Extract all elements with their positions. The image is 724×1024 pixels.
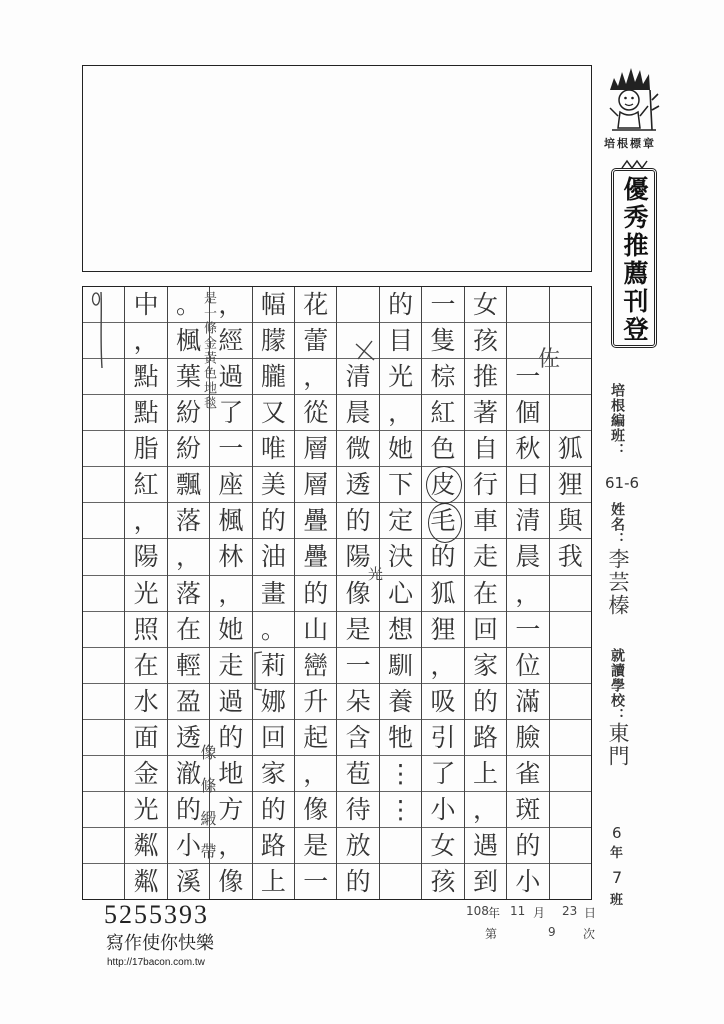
grid-cell: 。 (168, 287, 209, 323)
grid-cell (550, 720, 591, 756)
margin-line-mark (88, 288, 114, 372)
grid-cell: 又 (253, 395, 294, 431)
grid-cell: 像 (337, 576, 378, 612)
grid-cell: 是 (295, 828, 336, 864)
grid-cell: 油 (253, 539, 294, 575)
grid-cell: ， (465, 792, 506, 828)
grid-cell: 到 (472, 867, 498, 897)
grid-cell: 的 (168, 792, 209, 828)
grade-label: 年 (610, 846, 625, 861)
grid-cell: 走 (210, 648, 251, 684)
composition-column (464, 287, 506, 899)
grid-cell: 過 (210, 684, 251, 720)
grid-cell: 的 (345, 867, 371, 897)
grid-cell: ， (422, 648, 463, 684)
grid-cell: 下 (380, 467, 421, 503)
grid-cell: ， (295, 359, 336, 395)
grid-cell: 秋 (507, 431, 548, 467)
grid-cell: 葉 (168, 359, 209, 395)
grid-cell: ， (210, 576, 251, 612)
grid-cell: 回 (253, 720, 294, 756)
grade-value: 6 (612, 824, 622, 842)
grid-cell: 是 (337, 612, 378, 648)
grid-cell: 目 (380, 323, 421, 359)
session-number: 9 (548, 925, 556, 939)
grid-cell: 方 (210, 792, 251, 828)
grid-cell: 一 (507, 359, 548, 395)
grid-cell: 紅 (422, 395, 463, 431)
grid-cell: 楓 (168, 323, 209, 359)
grid-cell: 家 (253, 756, 294, 792)
grid-cell: 吸 (422, 684, 463, 720)
grid-cell: 疊 (295, 503, 336, 539)
grid-cell: 皮 (422, 467, 463, 503)
grid-cell: 莉 (253, 648, 294, 684)
grid-cell (550, 648, 591, 684)
grid-cell: 與 (550, 503, 591, 539)
grid-cell (507, 287, 548, 323)
class-label: 培根編班： (609, 383, 625, 458)
composition-column (252, 287, 294, 899)
grid-cell: 晨 (507, 539, 548, 575)
grid-cell (83, 864, 124, 899)
grid-cell: 色 (422, 431, 463, 467)
grid-cell (83, 431, 124, 467)
grid-cell: 溪 (175, 867, 201, 897)
grid-cell: 光 (380, 359, 421, 395)
grid-cell (83, 503, 124, 539)
grid-cell: 的 (253, 503, 294, 539)
date-month: 11 (510, 904, 526, 918)
grid-cell: 起 (295, 720, 336, 756)
grid-cell: 了 (210, 395, 251, 431)
grid-cell: 雀 (507, 756, 548, 792)
footer-url: http://17bacon.com.tw (107, 957, 205, 968)
grid-cell: 紛 (168, 395, 209, 431)
class-value: 61-6 (605, 474, 640, 492)
grid-cell: 了 (422, 756, 463, 792)
teacher-comment-box (82, 65, 592, 272)
grid-cell: 層 (295, 431, 336, 467)
grid-cell: 紛 (168, 431, 209, 467)
grid-cell: 牠 (380, 720, 421, 756)
grid-cell (550, 792, 591, 828)
grid-cell: 光 (125, 792, 166, 828)
session-prefix: 第 (485, 927, 498, 941)
grid-cell (337, 287, 378, 323)
grid-cell: 的 (507, 828, 548, 864)
grid-cell: 地 (210, 756, 251, 792)
grid-cell: 行 (465, 467, 506, 503)
grid-cell: 朧 (253, 359, 294, 395)
grid-cell: 像 (295, 792, 336, 828)
grid-cell: 中 (125, 287, 166, 323)
grid-cell (83, 539, 124, 575)
grid-cell: 小 (168, 828, 209, 864)
grid-cell: 金 (125, 756, 166, 792)
composition-column (336, 287, 378, 899)
grid-cell: 自 (465, 431, 506, 467)
margin-note: 佐 (538, 347, 561, 372)
composition-column (379, 287, 421, 899)
grid-cell (83, 467, 124, 503)
grid-cell: 唯 (253, 431, 294, 467)
grid-cell: 的 (253, 792, 294, 828)
grid-cell: 朵 (337, 684, 378, 720)
date-day: 23 (562, 904, 578, 918)
composition-column (294, 287, 336, 899)
grid-cell (83, 756, 124, 792)
grid-cell: 上 (260, 867, 286, 897)
grid-cell: 澈 (168, 756, 209, 792)
correction-cross-mark (352, 338, 378, 364)
grid-cell (380, 864, 421, 899)
grid-cell: 脂 (125, 431, 166, 467)
grid-cell: 盈 (168, 684, 209, 720)
inserted-phrase-ribbon: 像條緞帶 (198, 744, 217, 876)
grid-cell: 楓 (210, 503, 251, 539)
grid-cell: 車 (465, 503, 506, 539)
grid-cell: 晨 (337, 395, 378, 431)
grid-cell: 女 (465, 287, 506, 323)
grid-cell (83, 576, 124, 612)
bracket-mark (252, 650, 264, 692)
grid-cell: 孩 (430, 867, 456, 897)
grid-cell: 在 (465, 576, 506, 612)
circle-mark (428, 503, 462, 543)
grid-cell: 照 (125, 612, 166, 648)
grid-cell: 過 (210, 359, 251, 395)
grid-cell: 落 (168, 503, 209, 539)
grid-cell: 座 (210, 467, 251, 503)
grid-cell: 面 (125, 720, 166, 756)
grid-cell: 小 (515, 867, 541, 897)
grid-cell: 日 (507, 467, 548, 503)
grid-cell: 飄 (168, 467, 209, 503)
grid-cell: 她 (210, 612, 251, 648)
grid-cell: 定 (380, 503, 421, 539)
school-name: 東門 (606, 722, 630, 768)
composition-column (83, 287, 124, 899)
grid-cell: 的 (295, 576, 336, 612)
title-column (549, 287, 591, 899)
grid-cell: ， (210, 287, 251, 323)
grid-cell: 。 (253, 612, 294, 648)
grid-cell: ， (380, 395, 421, 431)
grid-cell: 清 (337, 359, 378, 395)
inserted-word-light: 光 (368, 565, 384, 583)
grid-cell: 一 (337, 648, 378, 684)
footer-slogan: 寫作使你快樂 (106, 933, 214, 954)
grid-cell: 決 (380, 539, 421, 575)
grid-cell (550, 684, 591, 720)
grid-cell: 粼 (133, 867, 159, 897)
session-suffix: 次 (583, 927, 596, 941)
grid-cell: 放 (337, 828, 378, 864)
grid-cell: 清 (507, 503, 548, 539)
grid-cell: 花 (295, 287, 336, 323)
grid-cell: 隻 (422, 323, 463, 359)
grid-cell (83, 792, 124, 828)
grid-cell: 的 (465, 684, 506, 720)
grid-cell: 一 (422, 287, 463, 323)
grid-cell (83, 828, 124, 864)
grid-cell: 心 (380, 576, 421, 612)
grid-cell: 林 (210, 539, 251, 575)
recommend-badge-text: 優秀推薦刊登 (620, 176, 649, 344)
grid-cell (83, 648, 124, 684)
grid-cell: 引 (422, 720, 463, 756)
grid-cell (550, 576, 591, 612)
grid-cell: 光 (125, 576, 166, 612)
grid-cell: 美 (253, 467, 294, 503)
student-name: 李芸榛 (606, 548, 630, 617)
grid-cell: 紅 (125, 467, 166, 503)
grid-cell: 路 (253, 828, 294, 864)
grid-cell: 水 (125, 684, 166, 720)
grid-cell: 一 (210, 431, 251, 467)
grid-cell: 棕 (422, 359, 463, 395)
composition-grid (82, 286, 592, 900)
grid-cell: 在 (125, 648, 166, 684)
grid-cell: 點 (125, 395, 166, 431)
grid-cell: ， (125, 323, 166, 359)
logo-caption: 培根標章 (604, 137, 656, 150)
grid-cell: 在 (168, 612, 209, 648)
grid-cell: 遇 (465, 828, 506, 864)
grid-cell: 家 (465, 648, 506, 684)
grid-cell: 層 (295, 467, 336, 503)
grid-cell: 的 (337, 503, 378, 539)
grid-cell (83, 720, 124, 756)
grid-cell: 孩 (465, 323, 506, 359)
grid-cell: 回 (465, 612, 506, 648)
grid-cell: 幅 (253, 287, 294, 323)
grid-cell: 陽 (125, 539, 166, 575)
grid-cell: 含 (337, 720, 378, 756)
grid-cell: 的 (210, 720, 251, 756)
grid-cell: 上 (465, 756, 506, 792)
grid-cell: 狸 (550, 467, 591, 503)
grid-cell: 小 (422, 792, 463, 828)
grid-cell: 的 (422, 539, 463, 575)
grid-cell: 升 (295, 684, 336, 720)
grid-cell: 點 (125, 359, 166, 395)
grid-cell: ⋮ (380, 792, 421, 828)
grid-cell: 狐 (422, 576, 463, 612)
footer-phone: 5255393 (104, 900, 209, 929)
grid-cell: 畫 (253, 576, 294, 612)
grid-cell (550, 864, 591, 899)
grid-cell: 待 (337, 792, 378, 828)
grid-cell: 養 (380, 684, 421, 720)
grid-cell: 位 (507, 648, 548, 684)
date-month-label: 月 (533, 906, 546, 920)
inserted-phrase-carpet: 是一條金黃色地毯 (201, 291, 216, 411)
grid-cell: 女 (422, 828, 463, 864)
composition-column (421, 287, 463, 899)
grid-cell: 蕾 (295, 323, 336, 359)
grid-cell (83, 684, 124, 720)
grid-cell: 個 (507, 395, 548, 431)
grid-cell: 從 (295, 395, 336, 431)
grid-cell: 路 (465, 720, 506, 756)
grid-cell: 陽 (337, 539, 378, 575)
composition-column (124, 287, 166, 899)
grid-cell (550, 828, 591, 864)
grid-cell: 經 (210, 323, 251, 359)
grid-cell: 馴 (380, 648, 421, 684)
grid-cell (550, 287, 591, 323)
grid-cell: 一 (303, 867, 329, 897)
grid-cell (550, 612, 591, 648)
grid-cell: 的 (380, 287, 421, 323)
grid-cell: ， (210, 828, 251, 864)
grid-cell: 她 (380, 431, 421, 467)
grid-cell: 朦 (253, 323, 294, 359)
grid-cell: 巒 (295, 648, 336, 684)
grid-cell: ， (507, 576, 548, 612)
date-day-label: 日 (584, 906, 597, 920)
grid-cell: 我 (550, 539, 591, 575)
grid-cell: 疊 (295, 539, 336, 575)
grid-cell: 粼 (125, 828, 166, 864)
grid-cell: 狐 (550, 431, 591, 467)
grid-cell (550, 756, 591, 792)
grid-cell: 狸 (422, 612, 463, 648)
grid-cell: ， (168, 539, 209, 575)
grid-cell: 透 (337, 467, 378, 503)
grid-cell: ， (295, 756, 336, 792)
class-number-label: 班 (610, 893, 625, 908)
bacon-logo-icon (602, 60, 664, 134)
grid-cell: 山 (295, 612, 336, 648)
grid-cell: 輕 (168, 648, 209, 684)
grid-cell: 娜 (253, 684, 294, 720)
grid-cell (380, 828, 421, 864)
grid-cell: 著 (465, 395, 506, 431)
grid-cell: 推 (465, 359, 506, 395)
grid-cell: 一 (507, 612, 548, 648)
grid-cell: 走 (465, 539, 506, 575)
date-year: 108 (466, 904, 489, 918)
grid-cell (550, 395, 591, 431)
grid-cell (83, 395, 124, 431)
grid-cell: 滿 (507, 684, 548, 720)
grid-cell: 臉 (507, 720, 548, 756)
recommend-badge (611, 168, 657, 348)
grid-cell: 想 (380, 612, 421, 648)
grid-cell: 斑 (507, 792, 548, 828)
grid-cell: 透 (168, 720, 209, 756)
date-year-label: 年 (488, 906, 501, 920)
class-number-value: 7 (612, 868, 623, 887)
composition-column (506, 287, 548, 899)
grid-cell (83, 612, 124, 648)
name-label: 姓名： (609, 502, 625, 547)
grid-cell: 苞 (337, 756, 378, 792)
grid-cell: 毛 (422, 503, 463, 539)
grid-cell: ⋮ (380, 756, 421, 792)
circle-mark (426, 466, 462, 504)
grid-cell: ， (125, 503, 166, 539)
grid-cell: 像 (218, 867, 244, 897)
grid-cell: 落 (168, 576, 209, 612)
school-label: 就讀學校： (609, 648, 625, 723)
grid-cell: 微 (337, 431, 378, 467)
